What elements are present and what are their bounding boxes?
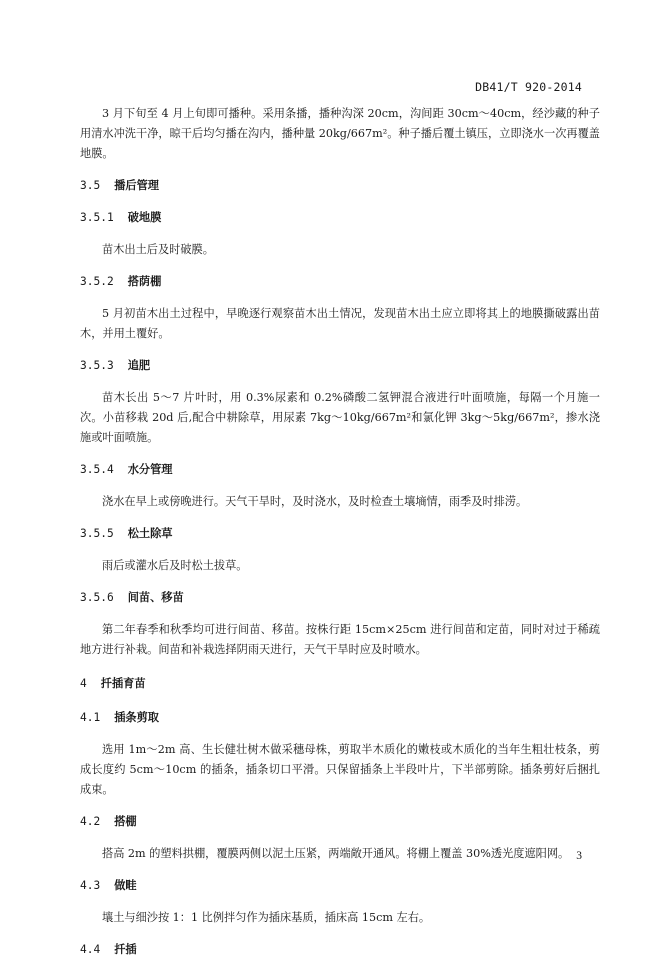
page-number: 3 bbox=[576, 850, 582, 862]
section-heading bbox=[80, 208, 600, 228]
section-heading bbox=[80, 176, 600, 196]
section-number: 3.5.1 bbox=[80, 211, 114, 224]
section-number: 4 bbox=[80, 677, 87, 690]
document-body bbox=[80, 104, 600, 960]
section-title: 扦插育苗 bbox=[100, 677, 146, 690]
section-heading bbox=[80, 588, 600, 608]
section-heading bbox=[80, 708, 600, 728]
section-heading bbox=[80, 940, 600, 960]
section-title: 破地膜 bbox=[127, 211, 162, 224]
paragraph: 苗木出土后及时破膜。 bbox=[102, 243, 214, 256]
paragraph: 苗木长出 5～7 片叶时，用 0.3%尿素和 0.2%磷酸二氢钾混合液进行叶面喷施，每隔一个月施一次。小苗移栽 20d 后,配合中耕除草，用尿素 7kg～10kg/667m²和氯化钾 3kg～5kg/667m²，掺水浇施或叶面喷施。 bbox=[80, 391, 600, 444]
section-number: 3.5.2 bbox=[80, 275, 114, 288]
section-title: 松土除草 bbox=[127, 527, 173, 540]
section-title: 做畦 bbox=[114, 879, 137, 892]
section-number: 4.3 bbox=[80, 879, 101, 892]
section-title: 扦插 bbox=[114, 943, 137, 956]
section-heading bbox=[80, 460, 600, 480]
section-title: 水分管理 bbox=[127, 463, 173, 476]
paragraph: 雨后或灌水后及时松土拔草。 bbox=[102, 559, 248, 572]
section-title: 追肥 bbox=[127, 359, 151, 372]
paragraph: 搭高 2m 的塑料拱棚，覆膜两侧以泥土压紧，两端敞开通风。将棚上覆盖 30%透光度遮阳网。 bbox=[102, 847, 570, 860]
section-heading bbox=[80, 356, 600, 376]
paragraph: 选用 1m～2m 高、生长健壮树木做采穗母株，剪取半木质化的嫩枝或木质化的当年生粗壮枝条，剪成长度约 5cm～10cm 的插条，插条切口平滑。只保留插条上半段叶片，下半部剪除。插条剪好后捆扎成束。 bbox=[80, 743, 600, 796]
paragraph: 第二年春季和秋季均可进行间苗、移苗。按株行距 15cm×25cm 进行间苗和定苗，同时对过于稀疏地方进行补栽。间苗和补栽选择阴雨天进行，天气干旱时应及时喷水。 bbox=[80, 623, 600, 656]
section-title: 播后管理 bbox=[114, 179, 159, 192]
section-number: 3.5 bbox=[80, 179, 101, 192]
section-title: 插条剪取 bbox=[114, 711, 159, 724]
section-number: 4.1 bbox=[80, 711, 101, 724]
section-title: 搭荫棚 bbox=[127, 275, 162, 288]
section-number: 4.4 bbox=[80, 943, 101, 956]
section-number: 3.5.3 bbox=[80, 359, 114, 372]
section-number: 3.5.6 bbox=[80, 591, 114, 604]
section-number: 3.5.5 bbox=[80, 527, 114, 540]
paragraph: 5 月初苗木出土过程中，早晚逐行观察苗木出土情况，发现苗木出土应立即将其上的地膜撕破露出苗木，并用土覆好。 bbox=[80, 307, 600, 340]
paragraph: 壤土与细沙按 1：1 比例拌匀作为插床基质，插床高 15cm 左右。 bbox=[102, 911, 431, 924]
section-title: 间苗、移苗 bbox=[127, 591, 184, 604]
section-number: 3.5.4 bbox=[80, 463, 114, 476]
section-heading bbox=[80, 524, 600, 544]
section-number: 4.2 bbox=[80, 815, 101, 828]
section-title: 搭棚 bbox=[114, 815, 137, 828]
standard-code: DB41/T 920-2014 bbox=[475, 80, 582, 94]
section-heading bbox=[80, 272, 600, 292]
paragraph: 浇水在早上或傍晚进行。天气干旱时，及时浇水，及时检查土壤墒情，雨季及时排涝。 bbox=[102, 495, 528, 508]
section-heading bbox=[80, 876, 600, 896]
paragraph: 3 月下旬至 4 月上旬即可播种。采用条播，播种沟深 20cm，沟间距 30cm～40cm，经沙藏的种子用清水冲洗干净，晾干后均匀播在沟内，播种量 20kg/667m²。种子播后覆土镇压，立即浇水一次再覆盖地膜。 bbox=[80, 107, 600, 160]
chapter-heading bbox=[80, 674, 600, 694]
section-heading bbox=[80, 812, 600, 832]
